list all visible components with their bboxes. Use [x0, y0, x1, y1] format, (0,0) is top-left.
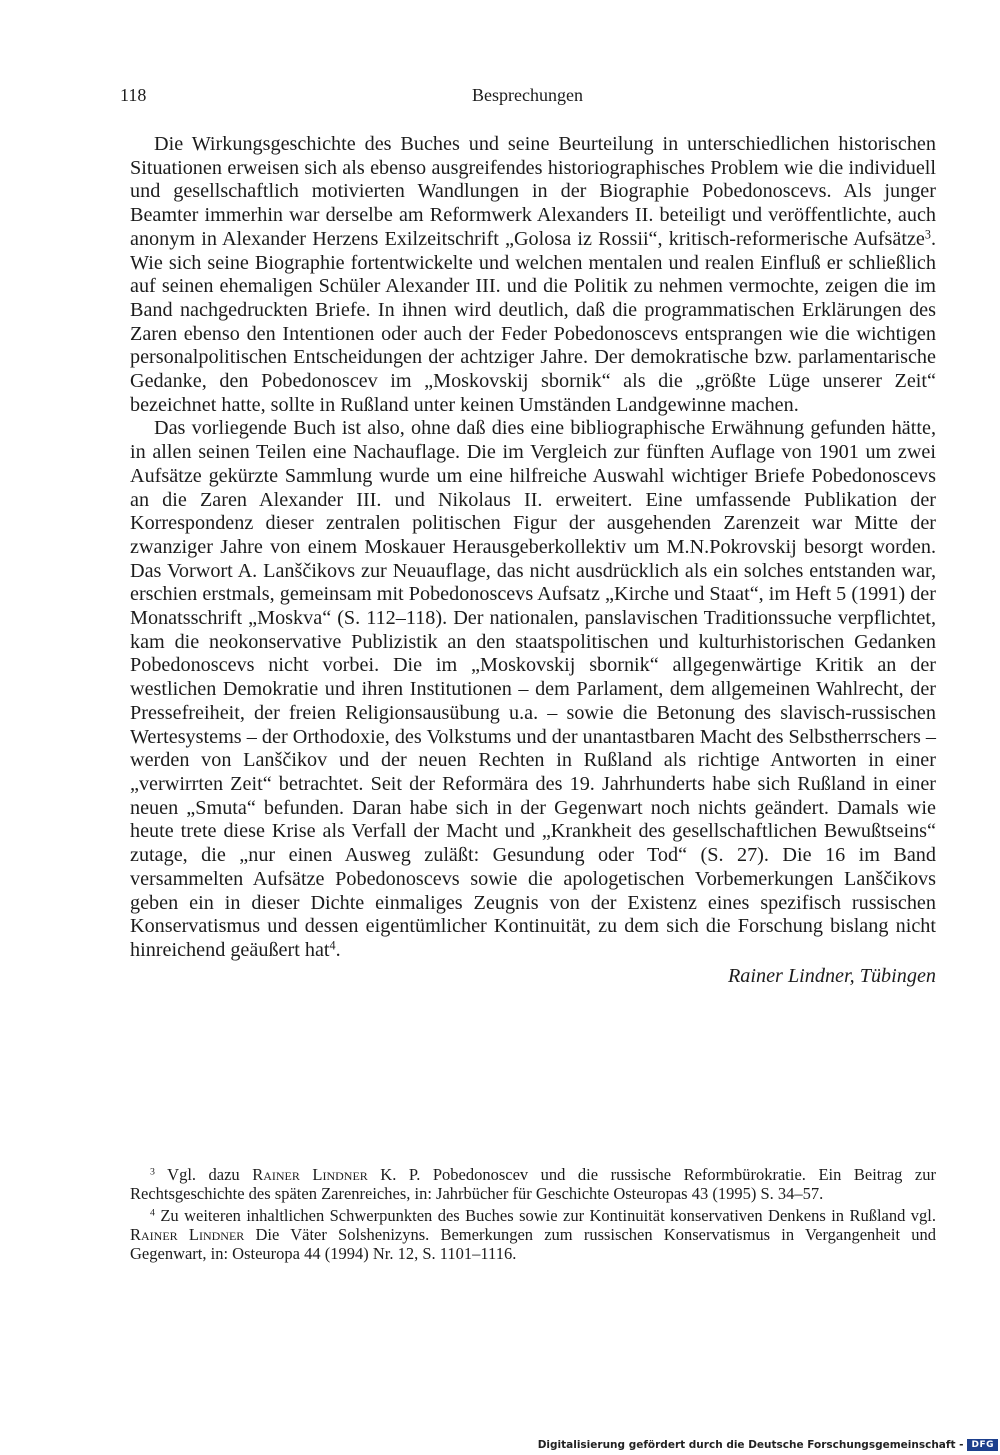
footnote-4-author: Rainer Lindner [130, 1224, 245, 1244]
page-number: 118 [120, 85, 147, 105]
paragraph-1-text-a: Die Wirkungsgeschichte des Buches und seine Beurteilung in unterschiedlichen historischen Situationen erweisen sich als ebenso ausgreifendes historiographisches Problem wie die individuell und gesellschaftlich motivierten Wandlungen in der Biographie Pobedonoscevs. Als junger Beamter immerhin war derselbe am Reformwerk Alexanders II. beteiligt und veröffentlichte, auch anonym in Alexander Herzens Exilzeitschrift „Golosa iz Rossii“, kritisch-reformerische Aufsätze [130, 133, 936, 250]
credit-text: Digitalisierung gefördert durch die Deutsche Forschungsgemeinschaft - [537, 1439, 964, 1451]
paragraph-2-text-b: . [335, 938, 341, 961]
footnote-4-marker: 4 [150, 1207, 155, 1219]
running-title: Besprechungen [472, 85, 583, 105]
review-body [130, 133, 936, 988]
paragraph-2-text-a: Das vorliegende Buch ist also, ohne daß dies eine bibliographische Erwähnung gefunden hätte, in allen seinen Teilen eine Nachauflage. Die im Vergleich zur fünften Auflage von 1901 um zwei Aufsätze gekürzte Sammlung wurde um eine hilfreiche Auswahl wichtiger Briefe Pobedonoscevs an die Zaren Alexander III. und Nikolaus II. erweitert. Eine umfassende Publikation der Korrespondenz dieser zentralen politischen Figur der ausgehenden Zarenzeit war Mitte der zwanziger Jahre von einem Moskauer Herausgeberkollektiv um M.N.Pokrovskij besorgt worden. Das Vorwort A. Lanščikovs zur Neuauflage, das nicht ausdrücklich als ein solches entstanden war, erschien erstmals, gemeinsam mit Pobedonoscevs Aufsatz „Kirche und Staat“, im Heft 5 (1991) der Monatsschrift „Moskva“ (S. 112–118). Der nationalen, panslavischen Traditionssuche verpflichtet, kam die neokonservative Publizistik an den staatspolitischen und kulturhistorischen Gedanken Pobedonoscevs nicht vorbei. Die im „Moskovskij sbornik“ allgegenwärtige Kritik an der westlichen Demokratie und ihren Institutionen – dem Parlament, dem allgemeinen Wahlrecht, der Pressefreiheit, der freien Religionsausübung u.a. – sowie die Betonung des slavisch-russischen Wertesystems – der Orthodoxie, des Volkstums und der unantastbaren Macht des Selbstherrschers – werden von Lanščikov und der neuen Rechten in Rußland als richtige Antworten in einer „verwirrten Zeit“ betrachtet. Seit der Reformära des 19. Jahrhunderts habe sich Rußland in einer neuen „Smuta“ befunden. Daran habe sich in der Gegenwart noch nichts geändert. Damals wie heute trete diese Krise als Verfall der Macht und „Krankheit des gesellschaftlichen Bewußtseins“ zutage, die „nur einen Ausweg zuläßt: Gesundung oder Tod“ (S. 27). Die 16 im Band versammelten Aufsätze Pobedonoscevs sowie die apologetischen Vorbemerkungen Lanščikovs geben ein in dieser Dichte einmaliges Zeugnis von der Existenz eines spezifisch russischen Konservatismus und dessen eigentümlicher Kontinuität, zu dem sich die Forschung bislang nicht hinreichend geäußert hat [130, 417, 936, 961]
footnote-ref-4[interactable]: 4 [329, 938, 336, 953]
footnote-3 [130, 1165, 936, 1204]
footnote-4 [130, 1206, 936, 1264]
footnote-4-pre: Zu weiteren inhaltlichen Schwerpunkten des Buches sowie zur Kontinuität konservativen Denkens in Rußland vgl. [154, 1205, 936, 1225]
paragraph-1 [130, 133, 936, 417]
reviewer-signature: Rainer Lindner, Tübingen [727, 964, 936, 987]
footnote-3-post: K. P. Pobedonoscev und die russische Reformbürokratie. Ein Beitrag zur Rechtsgeschichte des späten Zarenreiches, in: Jahrbücher für Geschichte Osteuropas 43 (1995) S. 34–57. [130, 1165, 937, 1204]
paragraph-1-text-b: . Wie sich seine Biographie fortentwickelte und welchen mentalen und realen Einfluß er schließlich auf seinen ehemaligen Schüler Alexander III. und die Politik zu nehmen vermochte, zeigen die im Band nachgedruckten Briefe. In ihnen wird deutlich, daß die programmatischen Erklärungen des Zaren ebenso den Intentionen oder auch der Feder Pobedonoscevs entsprangen wie die wichtigen personalpolitischen Entscheidungen der achtziger Jahre. Der demokratische bzw. parlamentarische Gedanke, den Pobedonoscev im „Moskovskij sbornik“ als die „größte Lüge unserer Zeit“ bezeichnet hatte, sollte in Rußland unter keinen Umständen Landgewinne machen. [130, 227, 936, 416]
page-header [120, 85, 935, 111]
footnote-3-marker: 3 [150, 1166, 155, 1178]
footnote-3-author: Rainer Lindner [252, 1165, 368, 1184]
digitization-credit [538, 1439, 998, 1451]
footnote-3-pre: Vgl. dazu [154, 1165, 253, 1184]
paragraph-2 [130, 417, 936, 962]
footnotes [130, 1165, 936, 1265]
dfg-logo-icon: DFG [967, 1439, 998, 1451]
footnote-4-post: Die Väter Solshenizyns. Bemerkungen zum russischen Konservatismus in Vergangenheit und Gegenwart, in: Osteuropa 44 (1994) Nr. 12, S. 1101–1116. [130, 1224, 936, 1264]
footnote-ref-3[interactable]: 3 [924, 227, 931, 242]
